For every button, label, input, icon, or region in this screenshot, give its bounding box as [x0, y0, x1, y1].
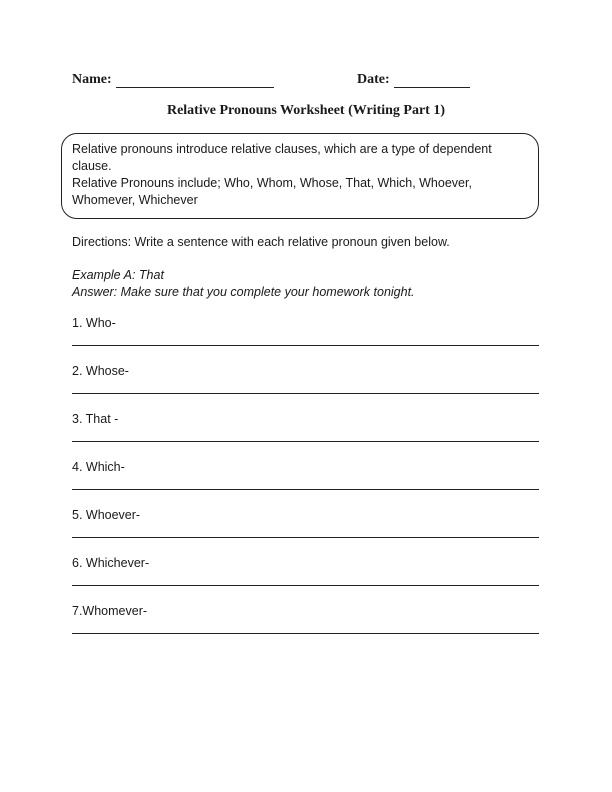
directions-text: Directions: Write a sentence with each relative pronoun given below. [72, 235, 450, 249]
answer-line-1[interactable] [72, 345, 539, 346]
example-label: Example A: That [72, 268, 164, 282]
date-blank[interactable] [394, 73, 470, 88]
question-3: 3. That - [72, 412, 119, 426]
info-box [61, 133, 539, 219]
question-7: 7.Whomever- [72, 604, 148, 618]
answer-line-4[interactable] [72, 489, 539, 490]
question-2: 2. Whose- [72, 364, 129, 378]
info-pronoun-list: Relative Pronouns include; Who, Whom, Whose, That, Which, Whoever, Whomever, Whichever [72, 176, 472, 207]
answer-line-7[interactable] [72, 633, 539, 634]
info-definition: Relative pronouns introduce relative clauses, which are a type of dependent clause. [72, 142, 492, 173]
answer-line-5[interactable] [72, 537, 539, 538]
date-field [357, 72, 470, 88]
worksheet-title: Relative Pronouns Worksheet (Writing Part 1) [166, 103, 446, 118]
name-label: Name: [72, 72, 112, 87]
name-blank[interactable] [116, 73, 274, 88]
answer-line-2[interactable] [72, 393, 539, 394]
question-5: 5. Whoever- [72, 508, 141, 522]
example-block [72, 267, 415, 301]
date-label: Date: [357, 72, 390, 87]
question-6: 6. Whichever- [72, 556, 150, 570]
name-field [72, 72, 274, 88]
question-1: 1. Who- [72, 316, 116, 330]
example-answer: Answer: Make sure that you complete your homework tonight. [72, 285, 415, 299]
question-4: 4. Which- [72, 460, 125, 474]
answer-line-3[interactable] [72, 441, 539, 442]
answer-line-6[interactable] [72, 585, 539, 586]
